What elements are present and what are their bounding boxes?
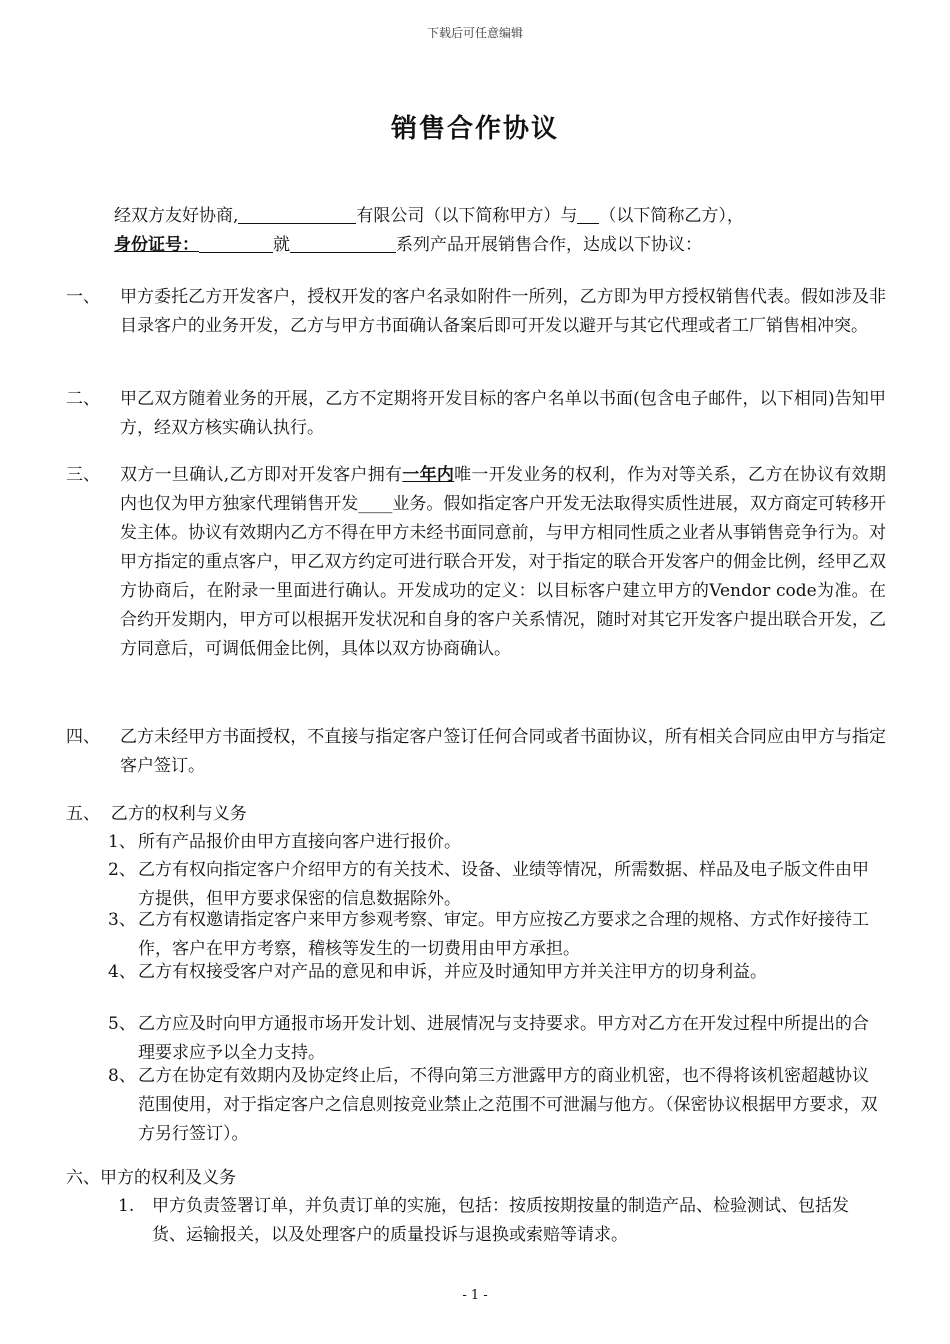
clause-text-a: 双方一旦确认,乙方即对开发客户拥有	[120, 465, 403, 485]
intro-line-1	[114, 202, 894, 231]
clause-number: 二、	[66, 389, 100, 409]
item-number: 1、	[108, 832, 136, 852]
clause-3	[66, 461, 886, 664]
list-item	[108, 906, 878, 964]
list-item	[108, 1010, 878, 1068]
list-item	[108, 1062, 878, 1149]
page-title: 销售合作协议	[390, 114, 559, 144]
item-number: 4、	[108, 962, 136, 982]
list-item	[118, 1192, 878, 1250]
clause-text-b: 唯一开发业务的权利，作为对等关系，乙方在协议有效期内也仅为甲方独家代理销售开发____业务。假如指定客户开发无法取得实质性进展，双方商定可转移开发主体。协议有效期内乙方不得在甲方未经书面同意前，与甲方相同性质之业者从事销售竞争行为。对甲方指定的重点客户，甲乙双方约定可进行联合开发，对于指定的联合开发客户的佣金比例，经甲乙双方协商后，在附录一里面进行确认。开发成功的定义：以目标客户建立甲方的Vendor code为准。在合约开发期内，甲方可以根据开发状况和自身的客户关系情况，随时对其它开发客户提出联合开发，乙方同意后，可调低佣金比例，具体以双方协商确认。	[120, 465, 887, 659]
intro-text-e: 系列产品开展销售合作，达成以下协议：	[396, 235, 702, 255]
list-item	[108, 958, 878, 987]
item-number: 8、	[108, 1066, 136, 1086]
section-6-heading: 六、甲方的权利及义务	[66, 1168, 236, 1188]
section-5-heading: 五、 乙方的权利与义务	[66, 804, 247, 824]
clause-number: 一、	[66, 287, 100, 307]
clause-number: 三、	[66, 465, 100, 485]
item-number: 2、	[108, 860, 136, 880]
item-text: 乙方有权向指定客户介绍甲方的有关技术、设备、业绩等情况，所需数据、样品及电子版文件由甲方提供，但甲方要求保密的信息数据除外。	[138, 860, 869, 909]
item-text: 乙方有权接受客户对产品的意见和申诉，并应及时通知甲方并关注甲方的切身利益。	[138, 962, 767, 982]
intro-text-d: 就	[273, 235, 290, 255]
clause-4	[66, 723, 886, 781]
id-number-label: 身份证号：	[114, 235, 199, 255]
intro-text-c: （以下简称乙方），	[599, 206, 744, 226]
item-text: 甲方负责签署订单，并负责订单的实施，包括：按质按期按量的制造产品、检验测试、包括发货、运输报关，以及处理客户的质量投诉与退换或索赔等请求。	[152, 1196, 849, 1245]
intro-line-2	[114, 231, 894, 260]
page-number: - 1 -	[462, 1288, 488, 1303]
header-note: 下载后可任意编辑	[426, 26, 523, 40]
item-number: 5、	[108, 1014, 136, 1034]
item-number: 3、	[108, 910, 136, 930]
intro-text-b: 有限公司（以下简称甲方）与	[356, 206, 578, 226]
clause-emphasis: 一年内	[402, 465, 455, 485]
clause-1	[66, 283, 886, 341]
blank-party-b	[577, 205, 599, 224]
item-text: 乙方在协定有效期内及协定终止后，不得向第三方泄露甲方的商业机密，也不得将该机密超越协议范围使用，对于指定客户之信息则按竞业禁止之范围不可泄漏与他方。（保密协议根据甲方要求，双方另行签订）。	[138, 1066, 878, 1144]
list-item	[108, 828, 878, 857]
item-text: 所有产品报价由甲方直接向客户进行报价。	[138, 832, 461, 852]
item-number: 1.	[118, 1196, 135, 1216]
blank-company-name	[238, 205, 356, 224]
clause-text: 乙方未经甲方书面授权，不直接与指定客户签订任何合同或者书面协议，所有相关合同应由甲方与指定客户签订。	[120, 727, 886, 776]
clause-text: 甲方委托乙方开发客户，授权开发的客户名录如附件一所列，乙方即为甲方授权销售代表。假如涉及非目录客户的业务开发，乙方与甲方书面确认备案后即可开发以避开与其它代理或者工厂销售相冲突。	[120, 287, 886, 336]
blank-product-series	[290, 234, 396, 253]
clause-number: 四、	[66, 727, 100, 747]
intro-text-a: 经双方友好协商,	[114, 206, 239, 226]
clause-text	[120, 461, 886, 664]
clause-2	[66, 385, 886, 443]
item-text: 乙方有权邀请指定客户来甲方参观考察、审定。甲方应按乙方要求之合理的规格、方式作好接待工作，客户在甲方考察，稽核等发生的一切费用由甲方承担。	[138, 910, 869, 959]
clause-text: 甲乙双方随着业务的开展，乙方不定期将开发目标的客户名单以书面(包含电子邮件，以下相同)告知甲方，经双方核实确认执行。	[120, 389, 886, 438]
blank-id-number	[199, 234, 273, 253]
item-text: 乙方应及时向甲方通报市场开发计划、进展情况与支持要求。甲方对乙方在开发过程中所提出的合理要求应予以全力支持。	[138, 1014, 869, 1063]
